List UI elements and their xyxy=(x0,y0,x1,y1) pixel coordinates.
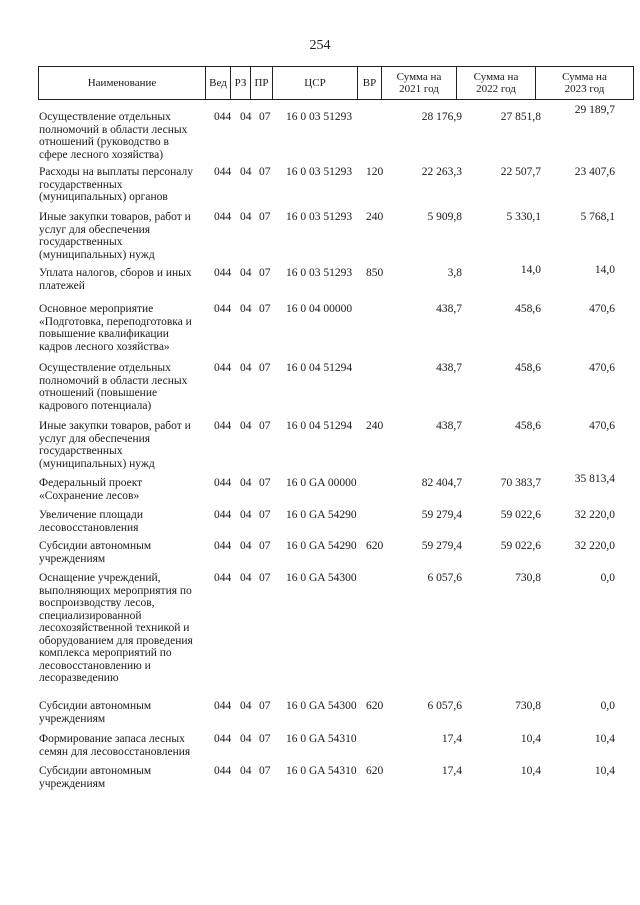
row-sum-2021: 22 263,3 xyxy=(421,166,462,178)
row-sum-2021: 59 279,4 xyxy=(421,509,462,521)
row-csr: 16 0 GA 54290 xyxy=(286,509,357,521)
row-csr: 16 0 GA 54290 xyxy=(286,540,357,552)
row-sum-2023: 29 189,7 xyxy=(574,104,615,116)
header-ved: Вед xyxy=(206,67,231,100)
row-rz: 04 xyxy=(240,540,252,552)
row-csr: 16 0 04 00000 xyxy=(286,303,353,315)
row-ved: 044 xyxy=(214,166,232,178)
row-pr: 07 xyxy=(259,211,271,223)
row-sum-2021: 17,4 xyxy=(441,733,462,745)
row-sum-2022: 59 022,6 xyxy=(500,509,541,521)
row-vr: 850 xyxy=(366,267,384,279)
row-ved: 044 xyxy=(214,540,232,552)
row-pr: 07 xyxy=(259,765,271,777)
row-name: Субсидии автономным учреждениям xyxy=(39,700,152,725)
row-vr: 620 xyxy=(366,700,384,712)
row-csr: 16 0 GA 54310 xyxy=(286,765,357,777)
row-csr: 16 0 03 51293 xyxy=(286,111,353,123)
row-sum-2023: 10,4 xyxy=(594,765,615,777)
row-sum-2021: 82 404,7 xyxy=(421,477,462,489)
row-pr: 07 xyxy=(259,509,271,521)
row-vr: 620 xyxy=(366,765,384,777)
header-csr: ЦСР xyxy=(273,67,358,100)
row-ved: 044 xyxy=(214,733,232,745)
row-name: Основное мероприятие «Подготовка, переподготовка и повышение квалификации кадров лесного хозяйства» xyxy=(39,303,192,353)
row-name: Увеличение площади лесовосстановления xyxy=(39,509,143,534)
row-sum-2022: 730,8 xyxy=(515,700,541,712)
header-vr: ВР xyxy=(358,67,382,100)
row-ved: 044 xyxy=(214,303,232,315)
row-sum-2022: 5 330,1 xyxy=(506,211,541,223)
row-name: Осуществление отдельных полномочий в области лесных отношений (руководство в сфере лесного хозяйства) xyxy=(39,111,188,161)
row-sum-2022: 10,4 xyxy=(520,733,541,745)
row-ved: 044 xyxy=(214,420,232,432)
header-sum-2023: Сумма на 2023 год xyxy=(536,67,634,100)
header-pr: ПР xyxy=(251,67,273,100)
row-sum-2023: 0,0 xyxy=(600,700,615,712)
row-name: Субсидии автономным учреждениям xyxy=(39,540,152,565)
row-ved: 044 xyxy=(214,572,232,584)
row-sum-2021: 5 909,8 xyxy=(427,211,462,223)
row-sum-2023: 10,4 xyxy=(594,733,615,745)
row-sum-2023: 35 813,4 xyxy=(574,473,615,485)
row-sum-2023: 32 220,0 xyxy=(574,509,615,521)
header-rz: РЗ xyxy=(231,67,251,100)
row-sum-2022: 27 851,8 xyxy=(500,111,541,123)
row-sum-2023: 23 407,6 xyxy=(574,166,615,178)
table-header xyxy=(38,66,634,100)
row-sum-2022: 10,4 xyxy=(520,765,541,777)
row-sum-2023: 0,0 xyxy=(600,572,615,584)
row-sum-2022: 59 022,6 xyxy=(500,540,541,552)
row-rz: 04 xyxy=(240,303,252,315)
row-name: Оснащение учреждений, выполняющих мероприятия по воспроизводству лесов, специализированной лесохозяйственной техникой и оборудованием для проведения комплекса мероприятий по лесовосстановлению и лесоразведению xyxy=(39,572,193,684)
row-sum-2022: 22 507,7 xyxy=(500,166,541,178)
header-sum-2022: Сумма на 2022 год xyxy=(457,67,536,100)
row-ved: 044 xyxy=(214,111,232,123)
row-sum-2022: 458,6 xyxy=(515,362,541,374)
row-pr: 07 xyxy=(259,420,271,432)
row-csr: 16 0 GA 54300 xyxy=(286,572,357,584)
row-csr: 16 0 GA 54310 xyxy=(286,733,357,745)
row-vr: 240 xyxy=(366,420,384,432)
row-ved: 044 xyxy=(214,211,232,223)
row-ved: 044 xyxy=(214,477,232,489)
row-sum-2023: 470,6 xyxy=(589,362,615,374)
row-sum-2022: 458,6 xyxy=(515,420,541,432)
row-pr: 07 xyxy=(259,477,271,489)
row-sum-2023: 470,6 xyxy=(589,420,615,432)
row-sum-2021: 438,7 xyxy=(436,362,462,374)
row-name: Иные закупки товаров, работ и услуг для обеспечения государственных (муниципальных) нужд xyxy=(39,420,191,470)
row-pr: 07 xyxy=(259,303,271,315)
row-rz: 04 xyxy=(240,211,252,223)
row-ved: 044 xyxy=(214,267,232,279)
row-csr: 16 0 03 51293 xyxy=(286,166,353,178)
row-ved: 044 xyxy=(214,700,232,712)
row-rz: 04 xyxy=(240,267,252,279)
row-rz: 04 xyxy=(240,477,252,489)
row-name: Уплата налогов, сборов и иных платежей xyxy=(39,267,192,292)
header-name: Наименование xyxy=(39,67,206,100)
row-rz: 04 xyxy=(240,700,252,712)
row-name: Осуществление отдельных полномочий в области лесных отношений (повышение кадрового потенциала) xyxy=(39,362,188,412)
row-rz: 04 xyxy=(240,111,252,123)
row-sum-2022: 70 383,7 xyxy=(500,477,541,489)
header-sum-2021: Сумма на 2021 год xyxy=(382,67,457,100)
row-pr: 07 xyxy=(259,362,271,374)
row-rz: 04 xyxy=(240,572,252,584)
row-name: Федеральный проект «Сохранение лесов» xyxy=(39,477,143,502)
row-rz: 04 xyxy=(240,509,252,521)
row-ved: 044 xyxy=(214,765,232,777)
row-pr: 07 xyxy=(259,267,271,279)
row-sum-2021: 59 279,4 xyxy=(421,540,462,552)
row-sum-2023: 32 220,0 xyxy=(574,540,615,552)
row-sum-2021: 3,8 xyxy=(447,267,462,279)
row-sum-2021: 6 057,6 xyxy=(427,572,462,584)
row-rz: 04 xyxy=(240,765,252,777)
row-rz: 04 xyxy=(240,420,252,432)
row-sum-2022: 14,0 xyxy=(520,264,541,276)
row-sum-2023: 470,6 xyxy=(589,303,615,315)
row-vr: 240 xyxy=(366,211,384,223)
row-sum-2021: 28 176,9 xyxy=(421,111,462,123)
row-pr: 07 xyxy=(259,700,271,712)
row-ved: 044 xyxy=(214,509,232,521)
row-pr: 07 xyxy=(259,166,271,178)
row-sum-2021: 438,7 xyxy=(436,420,462,432)
row-sum-2022: 458,6 xyxy=(515,303,541,315)
row-pr: 07 xyxy=(259,733,271,745)
row-csr: 16 0 GA 54300 xyxy=(286,700,357,712)
row-pr: 07 xyxy=(259,111,271,123)
row-csr: 16 0 GA 00000 xyxy=(286,477,357,489)
row-name: Расходы на выплаты персоналу государственных (муниципальных) органов xyxy=(39,166,193,203)
page-number: 254 xyxy=(309,38,331,53)
row-vr: 620 xyxy=(366,540,384,552)
row-csr: 16 0 04 51294 xyxy=(286,420,353,432)
row-sum-2022: 730,8 xyxy=(515,572,541,584)
row-pr: 07 xyxy=(259,572,271,584)
row-sum-2021: 6 057,6 xyxy=(427,700,462,712)
row-name: Иные закупки товаров, работ и услуг для обеспечения государственных (муниципальных) нужд xyxy=(39,211,191,261)
row-rz: 04 xyxy=(240,733,252,745)
row-csr: 16 0 04 51294 xyxy=(286,362,353,374)
row-name: Субсидии автономным учреждениям xyxy=(39,765,152,790)
row-sum-2023: 5 768,1 xyxy=(580,211,615,223)
row-sum-2021: 17,4 xyxy=(441,765,462,777)
row-rz: 04 xyxy=(240,362,252,374)
row-pr: 07 xyxy=(259,540,271,552)
row-name: Формирование запаса лесных семян для лесовосстановления xyxy=(39,733,191,758)
row-sum-2021: 438,7 xyxy=(436,303,462,315)
row-csr: 16 0 03 51293 xyxy=(286,267,353,279)
row-sum-2023: 14,0 xyxy=(594,264,615,276)
row-csr: 16 0 03 51293 xyxy=(286,211,353,223)
row-rz: 04 xyxy=(240,166,252,178)
row-ved: 044 xyxy=(214,362,232,374)
row-vr: 120 xyxy=(366,166,384,178)
